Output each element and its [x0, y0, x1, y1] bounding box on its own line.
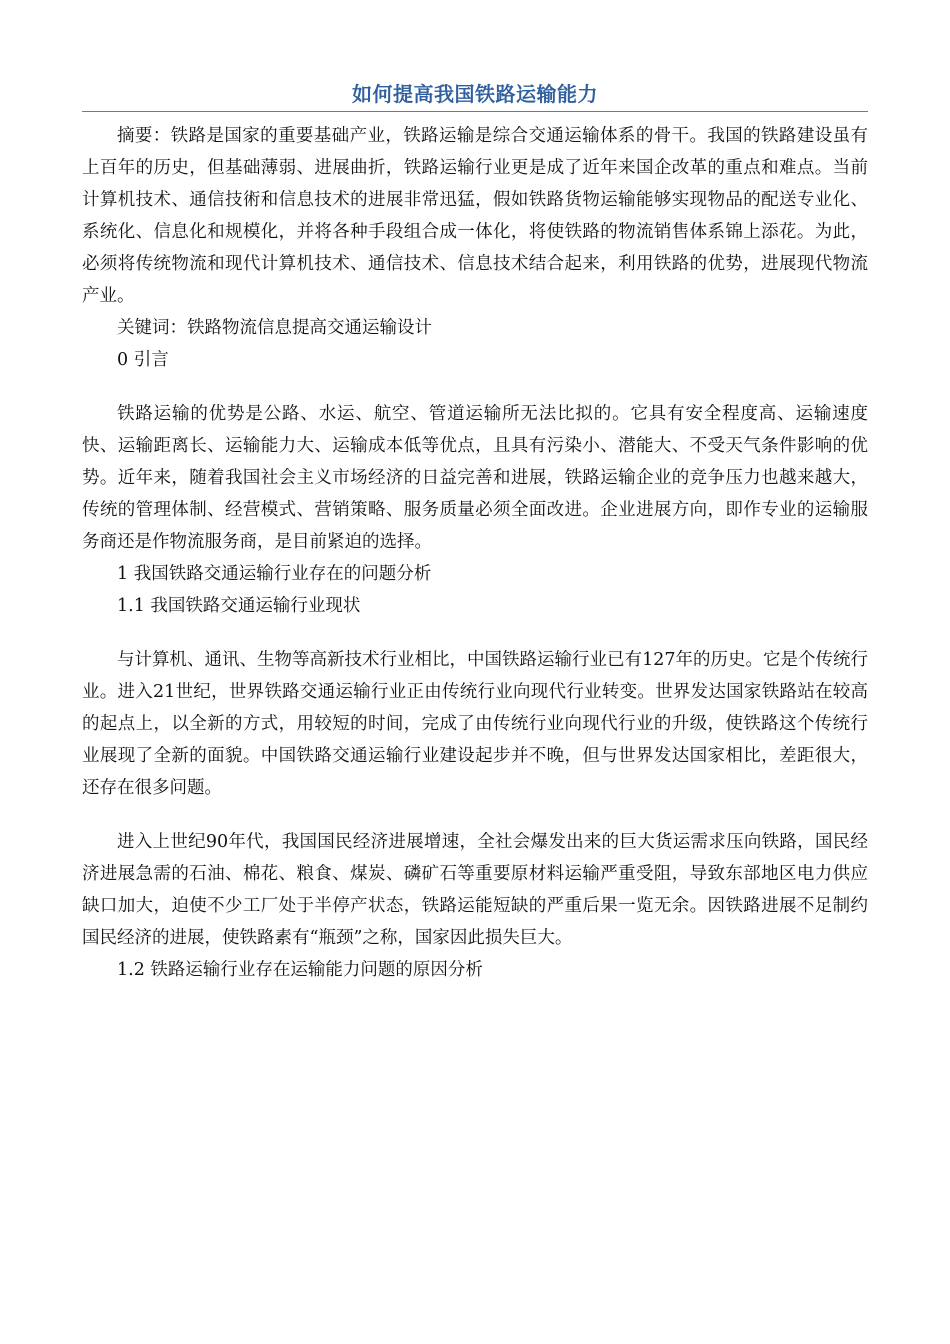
abstract-paragraph: 摘要：铁路是国家的重要基础产业，铁路运输是综合交通运输体系的骨干。我国的铁路建设虽有上百年的历史，但基础薄弱、进展曲折，铁路运输行业更是成了近年来国企改革的重点和难点。当前计算机技术、通信技術和信息技术的进展非常迅猛，假如铁路货物运输能够实现物品的配送专业化、系统化、信息化和规模化，并将各种手段组合成一体化，将使铁路的物流销售体系锦上添花。为此，必须将传统物流和现代计算机技术、通信技术、信息技术结合起来，利用铁路的优势，进展现代物流产业。	[82, 126, 868, 306]
section-1-2-heading: 1.2 铁路运输行业存在运输能力问题的原因分析	[117, 960, 483, 980]
section-1-1-heading: 1.1 我国铁路交通运输行业现状	[117, 596, 361, 616]
section-0-paragraph: 铁路运输的优势是公路、水运、航空、管道运输所无法比拟的。它具有安全程度高、运输速度快、运输距离长、运输能力大、运输成本低等优点，且具有污染小、潜能大、不受天气条件影响的优势。近年来，随着我国社会主义市场经济的日益完善和进展，铁路运输企业的竞争压力也越来越大，传统的管理体制、经营模式、营销策略、服务质量必须全面改进。企业进展方向，即作专业的运输服务商还是作物流服务商，是目前紧迫的选择。	[82, 404, 868, 552]
keywords-line: 关键词：铁路物流信息提高交通运输设计	[117, 318, 432, 338]
section-1-1-paragraph-a: 与计算机、通讯、生物等高新技术行业相比，中国铁路运输行业已有127年的历史。它是个传统行业。进入21世纪，世界铁路交通运输行业正由传统行业向现代行业转变。世界发达国家铁路站在较高的起点上，以全新的方式，用较短的时间，完成了由传统行业向现代行业的升级，使铁路这个传统行业展现了全新的面貌。中国铁路交通运输行业建设起步并不晚，但与世界发达国家相比，差距很大，还存在很多问题。	[82, 650, 868, 798]
section-0-heading: 0 引言	[117, 350, 169, 370]
document-title: 如何提高我国铁路运输能力	[82, 78, 868, 112]
section-1-heading: 1 我国铁路交通运输行业存在的问题分析	[117, 564, 432, 584]
section-1-1-paragraph-b: 进入上世纪90年代，我国国民经济进展增速，全社会爆发出来的巨大货运需求压向铁路，国民经济进展急需的石油、棉花、粮食、煤炭、磷矿石等重要原材料运输严重受阻，导致东部地区电力供应缺口加大，迫使不少工厂处于半停产状态，铁路运能短缺的严重后果一览无余。因铁路进展不足制约国民经济的进展，使铁路素有“瓶颈”之称，国家因此损失巨大。	[82, 832, 868, 948]
document-page	[82, 78, 868, 986]
